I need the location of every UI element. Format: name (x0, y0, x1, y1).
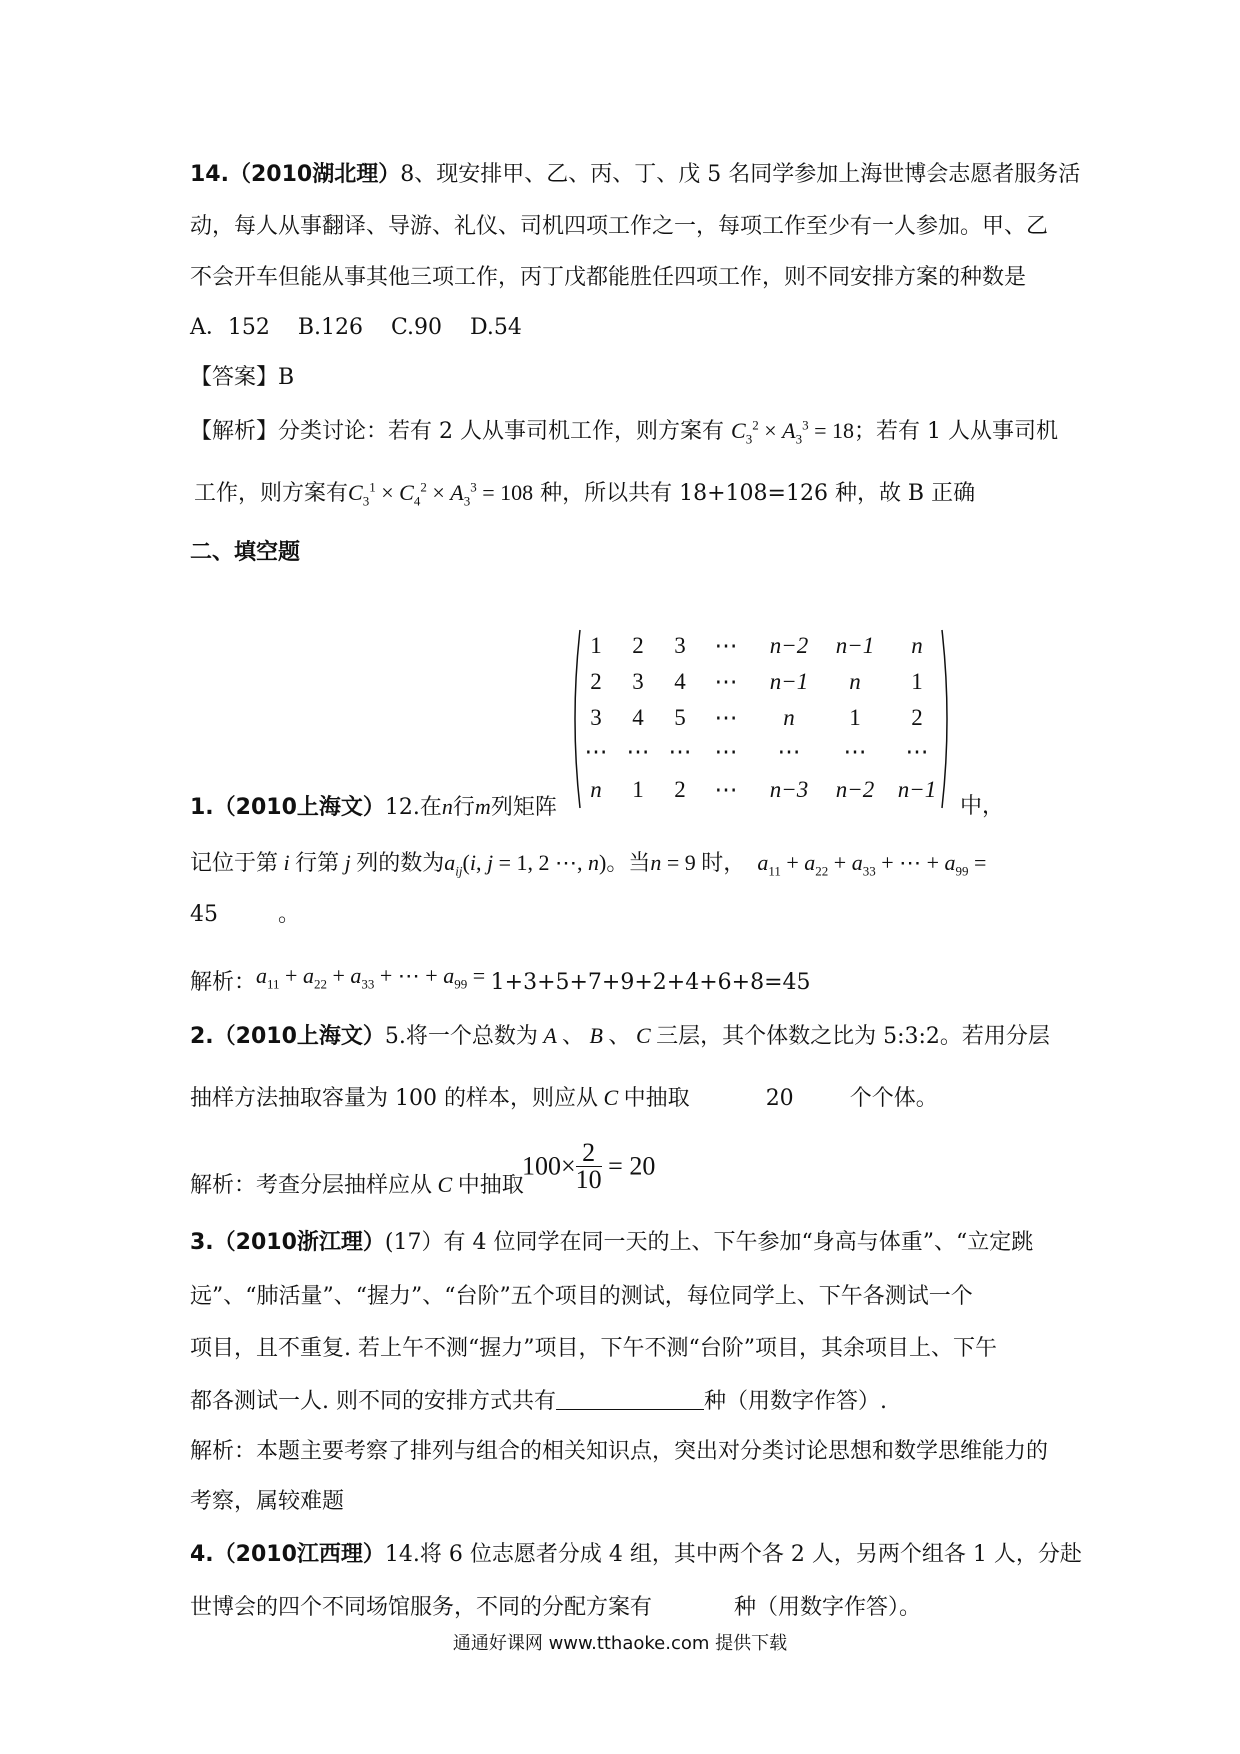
q2-line2 (190, 1083, 938, 1114)
matrix-cell: 1 (911, 669, 923, 694)
q4-label: 4.（2010江西理） (190, 1542, 385, 1567)
q3-line4-a: 都各测试一人. 则不同的安排方式共有 (190, 1389, 556, 1414)
matrix-cell: n (783, 705, 795, 730)
matrix-cell: 1 (849, 705, 861, 730)
q4-line2 (190, 1593, 921, 1623)
q14-line2: 动，每人从事翻译、导游、礼仪、司机四项工作之一，每项工作至少有一人参加。甲、乙 (190, 214, 1049, 239)
matrix-cell: 3 (632, 669, 644, 694)
matrix-cell: ⋯ (714, 669, 738, 694)
section-title: 二、填空题 (190, 540, 301, 565)
q14-options: A．152 B.126 C.90 D.54 (190, 315, 522, 340)
matrix-cell: n (590, 777, 602, 802)
q1-line2-d: 。当 (606, 851, 651, 876)
matrix-row (568, 628, 954, 664)
q14-line3: 不会开车但能从事其他三项工作，丙丁戊都能胜任四项工作，则不同安排方案的种数是 (190, 265, 1027, 290)
q1-text-c: 列矩阵 (490, 795, 557, 820)
q2-line1: 2.（2010上海文）5.将一个总数为 A 、 B 、 C 三层，其个体数之比为 5:3:2。若用分层 (190, 1023, 1050, 1049)
q2-fraction-formula: 100× $\frac{2}{10}$ = 20 (522, 1138, 656, 1194)
q3-line4 (190, 1387, 887, 1417)
q2-answer: 20 (765, 1086, 794, 1111)
q2-line2-b: 中抽取 (623, 1086, 690, 1111)
q2-analysis-text: 解析：考查分层抽样应从 (190, 1173, 433, 1198)
matrix-cell: ⋯ (905, 739, 929, 764)
matrix-cell: ⋯ (584, 739, 608, 764)
q2-line2-c: 个个体。 (849, 1086, 938, 1111)
var-B: B (583, 1023, 609, 1048)
q1-analysis (190, 961, 811, 998)
q4-line1-text: 14.将 6 位志愿者分成 4 组，其中两个各 2 人，另两个组各 1 人，分赴 (384, 1542, 1082, 1567)
q1-after-matrix: 中， (960, 794, 1005, 819)
matrix-cell: ⋯ (714, 633, 738, 658)
q1-answer-line (190, 900, 300, 930)
q14-analysis-line2 (194, 478, 975, 509)
matrix-cell: 5 (674, 705, 686, 730)
var-A: A (537, 1023, 562, 1048)
matrix-row (568, 664, 954, 700)
q2-line1-text: 5.将一个总数为 (384, 1024, 538, 1049)
matrix-row (568, 734, 954, 770)
matrix-cell: 1 (632, 777, 644, 802)
q1-label: 1.（2010上海文） (190, 795, 385, 820)
matrix-cell: ⋯ (777, 739, 801, 764)
matrix-cell: 4 (674, 669, 686, 694)
q2-analysis-b: 中抽取 (457, 1173, 524, 1198)
matrix-cell: n−3 (769, 777, 809, 802)
q3-analysis1: 解析：本题主要考察了排列与组合的相关知识点，突出对分类讨论思想和数学思维能力的 (190, 1439, 1049, 1464)
matrix-cell: n (911, 633, 923, 658)
q4-line2-b: 种（用数字作答）。 (734, 1595, 922, 1620)
q14-text1: 8、现安排甲、乙、丙、丁、戊 5 名同学参加上海世博会志愿者服务活 (400, 162, 1081, 187)
q1-text-a: 12.在 (384, 795, 442, 820)
matrix (568, 628, 954, 810)
var-m: m (474, 794, 491, 819)
q1-line2 (190, 848, 986, 879)
q2-line2-text: 抽样方法抽取容量为 100 的样本，则应从 (190, 1086, 598, 1111)
q1-analysis-formula: $a_{11} + a_{22} + a_{33}$ + ⋯ + $a_{99}$ = (256, 963, 491, 992)
q14-analysis-line2-suffix: 种，所以共有 18+108=126 种，故 B 正确 (540, 481, 976, 506)
q14-formula-1: $C_3^2 \times A_3^3 = 18$ (731, 417, 854, 447)
q1-formula-sum: $a_{11} + a_{22} + a_{33}$ + ⋯ + $a_{99}$ = (757, 850, 987, 879)
footer: 通通好课网 www.tthaoke.com 提供下载 (452, 1633, 788, 1654)
q4-line2-a: 世博会的四个不同场馆服务，不同的分配方案有 (190, 1595, 653, 1620)
q3-line1-text: (17）有 4 位同学在同一天的上、下午参加“身高与体重”、“立定跳 (384, 1230, 1034, 1255)
matrix-cell: 2 (632, 633, 644, 658)
matrix-row (568, 772, 954, 808)
matrix-cell: n−2 (769, 633, 809, 658)
var-j: j (339, 850, 357, 875)
q1-answer: 45 (190, 902, 218, 927)
var-i: i (278, 850, 296, 875)
q2-label: 2.（2010上海文） (190, 1024, 385, 1049)
q3-line1 (190, 1228, 1033, 1258)
q1-formula-n9: n = 9 (650, 850, 702, 875)
var-C: C (630, 1023, 657, 1048)
matrix-cell: 3 (590, 705, 602, 730)
q3-line2: 远”、“肺活量”、“握力”、“台阶”五个项目的测试，每位同学上、下午各测试一个 (190, 1284, 973, 1309)
matrix-cell: 3 (674, 633, 686, 658)
q1-line2-e: 时， (701, 851, 746, 876)
var-n: n (441, 794, 453, 819)
q14-label: 14.（2010湖北理） (190, 162, 401, 187)
matrix-cell: 4 (632, 705, 644, 730)
q3-line4-b: 种（用数字作答）. (704, 1389, 887, 1414)
matrix-cell: n−2 (835, 777, 875, 802)
matrix-cell: n−1 (835, 633, 875, 658)
matrix-cell: n−1 (897, 777, 937, 802)
q1-formula-aij: $a_{ij}(i$, j = 1, 2 ⋯, n) (444, 850, 607, 879)
q1-answer-end: 。 (278, 902, 301, 927)
q3-answer-blank (556, 1387, 704, 1410)
matrix-row (568, 700, 954, 736)
q3-label: 3.（2010浙江理） (190, 1230, 385, 1255)
q3-analysis2: 考察，属较难题 (190, 1489, 345, 1514)
q1-line2-a: 记位于第 (190, 851, 279, 876)
matrix-cell: ⋯ (626, 739, 650, 764)
q14-analysis-mid: ；若有 1 人从事司机 (853, 419, 1058, 444)
matrix-cell: n (849, 669, 861, 694)
q14-analysis-line2-prefix: 工作，则方案有 (194, 481, 349, 506)
var-C: C (597, 1085, 624, 1110)
var-C: C (432, 1172, 458, 1197)
q1-text-b: 行 (452, 795, 475, 820)
q1-line2-b: 行第 (295, 851, 340, 876)
q4-line1 (190, 1540, 1082, 1570)
matrix-cell: ⋯ (843, 739, 867, 764)
q14-answer: 【答案】B (190, 365, 295, 390)
matrix-cell: ⋯ (714, 739, 738, 764)
matrix-cell: ⋯ (714, 705, 738, 730)
q14-formula-2: $C_3^1 \times C_4^2 \times A_3^3 = 108$ (348, 479, 534, 509)
q1-line2-c: 列的数为 (356, 851, 445, 876)
q14-line1 (190, 160, 1080, 190)
matrix-cell: 2 (674, 777, 686, 802)
matrix-cell: 2 (911, 705, 923, 730)
q14-analysis-prefix: 【解析】分类讨论：若有 2 人从事司机工作，则方案有 (190, 419, 724, 444)
matrix-cell: ⋯ (668, 739, 692, 764)
q2-line1-b: 三层，其个体数之比为 5:3:2。若用分层 (656, 1024, 1050, 1049)
q2-analysis (190, 1170, 524, 1201)
matrix-cell: n−1 (769, 669, 809, 694)
q1-line1 (190, 792, 557, 823)
matrix-cell: 2 (590, 669, 602, 694)
q1-analysis-value: 1+3+5+7+9+2+4+6+8=45 (490, 970, 811, 995)
matrix-cell: 1 (590, 633, 602, 658)
q14-analysis-line1 (190, 416, 1058, 447)
q3-line3: 项目，且不重复. 若上午不测“握力”项目，下午不测“台阶”项目，其余项目上、下午 (190, 1336, 997, 1361)
matrix-cell: ⋯ (714, 777, 738, 802)
q1-analysis-label: 解析： (190, 970, 257, 995)
